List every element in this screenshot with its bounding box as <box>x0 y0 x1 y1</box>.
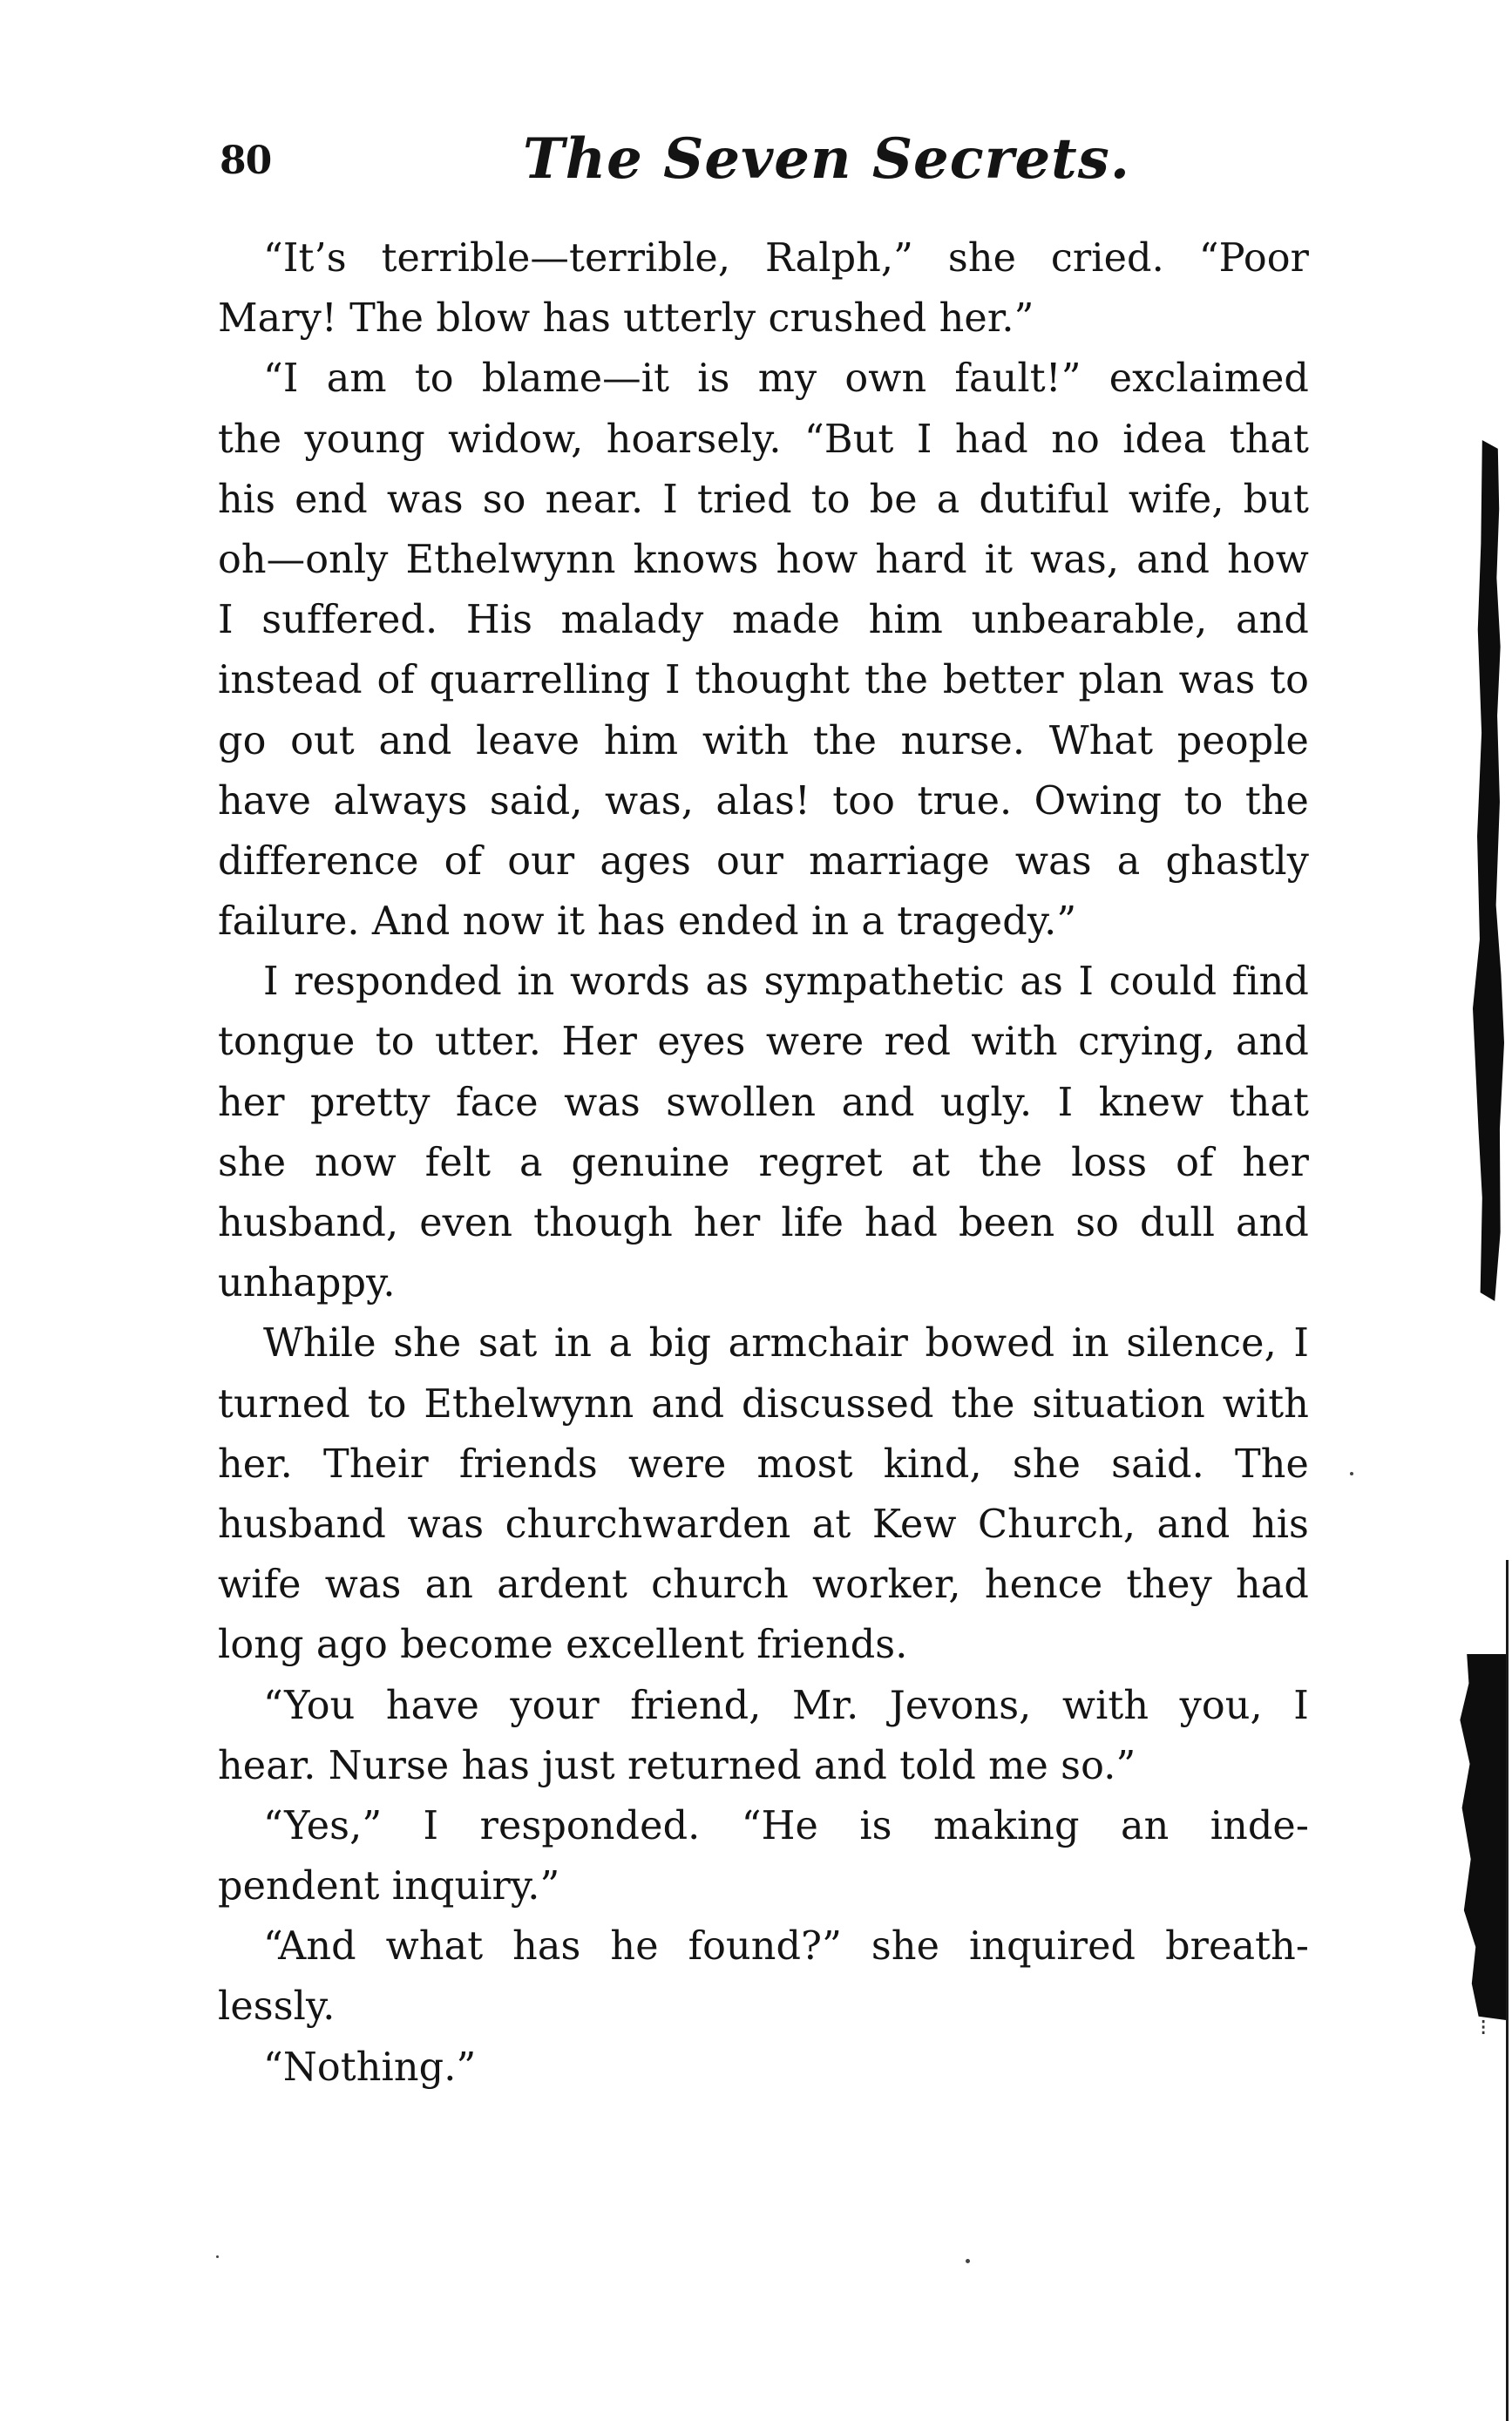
text-line: Mary! The blow has utterly crushed her.” <box>218 296 1034 342</box>
scan-shadow <box>1457 1654 1506 2020</box>
scan-speck <box>216 2255 219 2258</box>
text-line: husband, even though her life had been so dull and <box>218 1201 1309 1245</box>
text-line: oh—only Ethelwynn knows how hard it was, and how <box>218 537 1309 582</box>
page-edge-line <box>1506 1560 1509 2421</box>
running-title: The Seven Secrets. <box>523 126 1131 192</box>
scan-shadow <box>1473 440 1504 1301</box>
text-line: have always said, was, alas! too true. Owing to the <box>218 778 1309 824</box>
edge-mark: ⁝ <box>1480 2015 1488 2041</box>
page-number: 80 <box>220 139 272 183</box>
text-line: the young widow, hoarsely. “But I had no idea that <box>218 417 1309 462</box>
text-line: she now felt a genuine regret at the loss of her <box>218 1140 1309 1185</box>
text-line: go out and leave him with the nurse. What people <box>218 718 1309 763</box>
body-text <box>218 228 1309 2098</box>
text-line: “It’s terrible—terrible, Ralph,” she cried. “Poor <box>263 236 1309 281</box>
page-header <box>218 126 1312 205</box>
text-line: husband was churchwarden at Kew Church, and his <box>218 1502 1309 1547</box>
text-line: “And what has he found?” she inquired breath- <box>263 1924 1309 1970</box>
text-line: difference of our ages our marriage was a ghastly <box>218 838 1309 884</box>
scan-speck <box>966 2259 970 2263</box>
text-line: “Nothing.” <box>263 2045 477 2090</box>
text-line: his end was so near. I tried to be a dutiful wife, but <box>218 477 1309 522</box>
text-line: “Yes,” I responded. “He is making an inde- <box>263 1803 1309 1848</box>
text-line: While she sat in a big armchair bowed in silence, I <box>263 1321 1309 1366</box>
text-line: turned to Ethelwynn and discussed the situation with <box>218 1381 1309 1427</box>
text-line: instead of quarrelling I thought the better plan was to <box>218 658 1309 703</box>
text-line: failure. And now it has ended in a tragedy.” <box>218 899 1077 945</box>
scan-speck <box>1350 1472 1353 1475</box>
text-line: long ago become excellent friends. <box>218 1623 908 1668</box>
text-line: I suffered. His malady made him unbearable, and <box>218 598 1309 643</box>
text-line: unhappy. <box>218 1261 396 1306</box>
text-line: her pretty face was swollen and ugly. I knew that <box>218 1080 1309 1125</box>
text-line: her. Their friends were most kind, she said. The <box>218 1441 1309 1487</box>
text-line: “You have your friend, Mr. Jevons, with you, I <box>263 1683 1309 1728</box>
text-line: hear. Nurse has just returned and told me so.” <box>218 1743 1136 1788</box>
text-line: “I am to blame—it is my own fault!” exclaimed <box>263 356 1309 402</box>
text-line: wife was an ardent church worker, hence they had <box>218 1563 1309 1608</box>
text-line: I responded in words as sympathetic as I could find <box>263 960 1309 1005</box>
text-line: lessly. <box>218 1984 336 2030</box>
text-line: tongue to utter. Her eyes were red with crying, and <box>218 1020 1309 1065</box>
text-line: pendent inquiry.” <box>218 1864 560 1909</box>
